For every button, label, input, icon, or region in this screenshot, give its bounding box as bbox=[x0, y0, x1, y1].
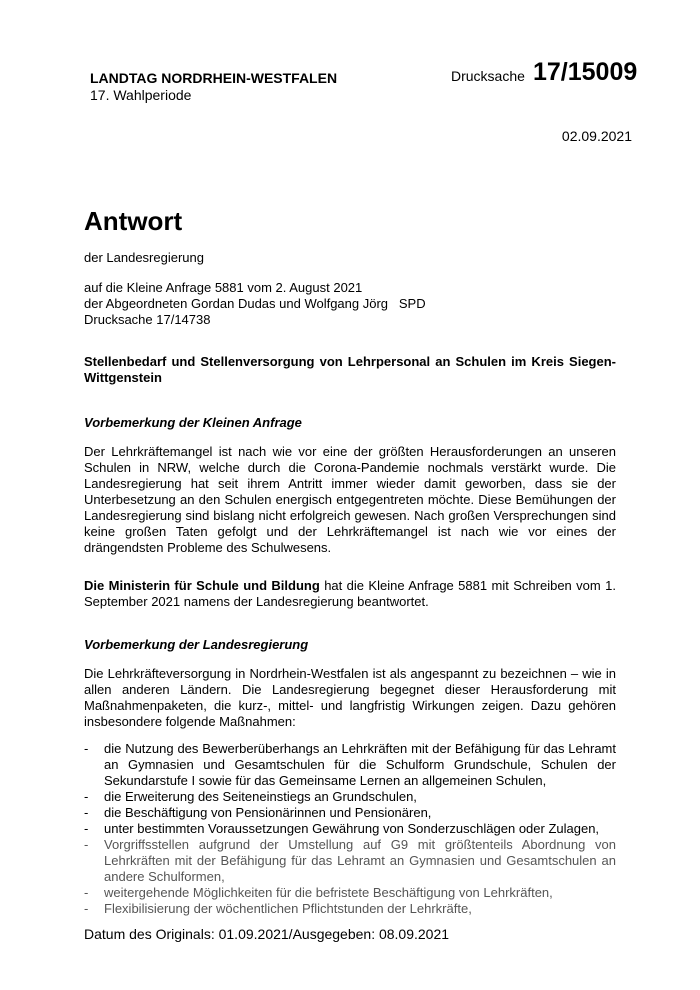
list-item bbox=[84, 901, 616, 917]
bullet-dash: - bbox=[84, 885, 89, 900]
intro-from: der Landesregierung bbox=[84, 250, 204, 265]
list-item bbox=[84, 837, 616, 885]
minister-text: hat die Kleine Anfrage 5881 mit Schreiben vom 1. September 2021 namens der Landesregierung beantwortet. bbox=[84, 578, 616, 609]
intro-line-2: der Abgeordneten Gordan Dudas und Wolfgang Jörg SPD bbox=[84, 296, 426, 311]
footer-date-line: Datum des Originals: 01.09.2021/Ausgegeben: 08.09.2021 bbox=[84, 926, 450, 942]
minister-statement bbox=[84, 578, 616, 610]
subject-line-2: Wittgenstein bbox=[84, 370, 162, 385]
election-period: 17. Wahlperiode bbox=[90, 87, 192, 103]
bullet-dash: - bbox=[84, 901, 89, 916]
bullet-dash: - bbox=[84, 789, 89, 804]
list-item bbox=[84, 885, 616, 901]
regierung-heading: Vorbemerkung der Landesregierung bbox=[84, 637, 309, 652]
list-item bbox=[84, 789, 616, 805]
document-title: Antwort bbox=[84, 206, 183, 236]
list-item-text: Flexibilisierung der wöchentlichen Pflichtstunden der Lehrkräfte, bbox=[104, 901, 472, 916]
list-item-text: die Beschäftigung von Pensionärinnen und Pensionären, bbox=[104, 805, 432, 820]
list-item-text: weitergehende Möglichkeiten für die befristete Beschäftigung von Lehrkräften, bbox=[104, 885, 553, 900]
regierung-text: Die Lehrkräfteversorgung in Nordrhein-Westfalen ist als angespannt zu bezeichnen – wie in allen anderen Ländern. Die Landesregierung begegnet dieser Herausforderung mit Maßnahmenpaketen, die kurz-, mittel- und langfristig Wirkungen zeigen. Dazu gehören insbesondere folgende Maßnahmen: bbox=[84, 666, 616, 729]
list-item bbox=[84, 805, 616, 821]
anfrage-heading: Vorbemerkung der Kleinen Anfrage bbox=[84, 415, 302, 430]
anfrage-text: Der Lehrkräftemangel ist nach wie vor eine der größten Herausforderungen an unseren Schulen in NRW, welche durch die Corona-Pandemie nochmals verstärkt wurde. Die Landesregierung hat seit ihrem Antritt immer wieder damit geworben, dass sie der Unterbesetzung an den Schulen energisch entgegentreten möchte. Diese Bemühungen der Landesregierung sind bislang nicht erfolgreich gewesen. Nach großen Versprechungen sind keine großen Taten gefolgt und der Lehrkräftemangel ist nach wie vor eines der drängendsten Probleme des Schulwesens. bbox=[84, 444, 616, 555]
drucksache-number: 17/15009 bbox=[533, 58, 638, 86]
bullet-dash: - bbox=[84, 837, 89, 852]
list-item-text: die Erweiterung des Seiteneinstiegs an Grundschulen, bbox=[104, 789, 417, 804]
list-item-text: Vorgriffsstellen aufgrund der Umstellung auf G9 mit größtenteils Abordnung von Lehrkräften mit der Befähigung für das Lehramt an Gymnasien und Gesamtschulen an andere Schulformen, bbox=[104, 837, 616, 884]
intro-line-3: Drucksache 17/14738 bbox=[84, 312, 211, 327]
subject-line-1: Stellenbedarf und Stellenversorgung von Lehrpersonal an Schulen im Kreis Siegen- bbox=[84, 354, 616, 369]
measures-list bbox=[84, 741, 616, 917]
list-item bbox=[84, 821, 616, 837]
document-date: 02.09.2021 bbox=[561, 128, 632, 144]
bullet-dash: - bbox=[84, 741, 89, 756]
list-item-text: die Nutzung des Bewerberüberhangs an Lehrkräften mit der Befähigung für das Lehramt an Gymnasien und Gesamtschulen für die Schulform Grundschule, Schulen der Sekundarstufe I sowie für das Gemeinsame Lernen an allgemeinen Schulen, bbox=[104, 741, 616, 788]
list-item bbox=[84, 741, 616, 789]
parliament-name: LANDTAG NORDRHEIN-WESTFALEN bbox=[90, 70, 338, 86]
list-item-text: unter bestimmten Voraussetzungen Gewährung von Sonderzuschlägen oder Zulagen, bbox=[104, 821, 600, 836]
minister-name: Die Ministerin für Schule und Bildung bbox=[84, 578, 320, 593]
drucksache-label: Drucksache bbox=[451, 68, 525, 84]
intro-line-1: auf die Kleine Anfrage 5881 vom 2. August 2021 bbox=[84, 280, 363, 295]
bullet-dash: - bbox=[84, 805, 89, 820]
bullet-dash: - bbox=[84, 821, 89, 836]
